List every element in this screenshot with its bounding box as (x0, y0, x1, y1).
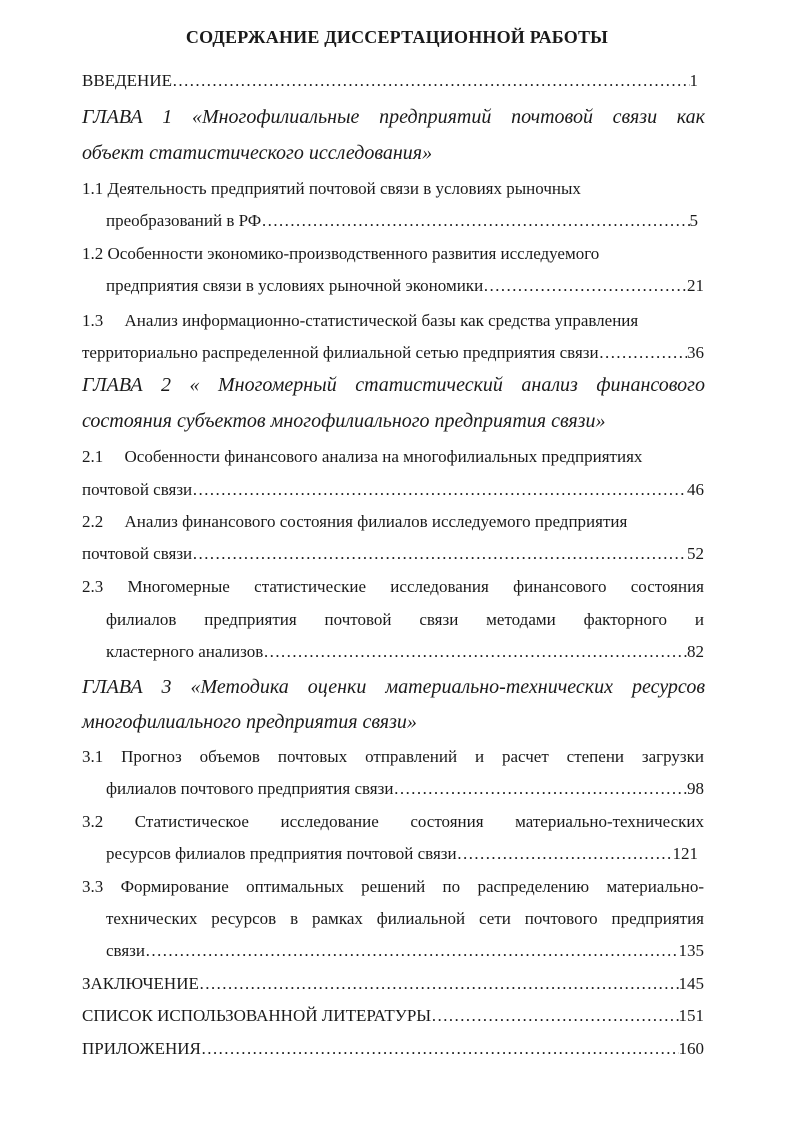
chapter-2-heading-line-2[interactable]: состояния субъектов многофилиального предприятия связи» (82, 410, 606, 432)
toc-dot-leader (457, 843, 673, 865)
toc-entry-2-3[interactable] (106, 641, 704, 663)
toc-entry-3-3-line-1[interactable]: 3.3 Формирование оптимальных решений по распределению материально- (82, 877, 704, 896)
toc-page-number: 82 (687, 642, 704, 661)
toc-entry-label: территориально распределенной филиальной сетью предприятия связи (82, 343, 599, 362)
toc-entry-label: СПИСОК ИСПОЛЬЗОВАННОЙ ЛИТЕРАТУРЫ (82, 1006, 432, 1025)
toc-dot-leader (145, 940, 679, 962)
toc-entry-appendix[interactable] (82, 1038, 704, 1060)
toc-entry-2-1-line-1[interactable]: 2.1 Особенности финансового анализа на многофилиальных предприятиях (82, 447, 643, 466)
toc-entry-3-3-line-2[interactable]: технических ресурсов в рамках филиальной сети почтового предприятия (106, 909, 704, 928)
toc-page-number: 145 (678, 974, 704, 993)
chapter-3-heading-line-1[interactable]: ГЛАВА 3 «Методика оценки материально-технических ресурсов (82, 676, 705, 698)
toc-page-number: 36 (687, 343, 704, 362)
toc-dot-leader (393, 778, 687, 800)
toc-entry-2-3-line-2[interactable]: филиалов предприятия почтовой связи методами факторного и (106, 610, 704, 629)
toc-page-number: 98 (687, 779, 704, 798)
toc-dot-leader (172, 70, 690, 92)
toc-page-number: 46 (687, 480, 704, 499)
toc-entry-3-1[interactable] (106, 778, 704, 800)
toc-entry-1-1[interactable] (106, 210, 698, 232)
toc-page-number: 5 (689, 211, 698, 230)
toc-entry-1-1-line-1[interactable]: 1.1 Деятельность предприятий почтовой связи в условиях рыночных (82, 179, 581, 198)
toc-entry-1-3-line-1[interactable]: 1.3 Анализ информационно-статистической базы как средства управления (82, 311, 639, 330)
chapter-1-heading-line-2[interactable]: объект статистического исследования» (82, 142, 433, 164)
toc-entry-3-3[interactable] (106, 940, 704, 962)
toc-entry-conclusion[interactable] (82, 973, 704, 995)
toc-entry-label: почтовой связи (82, 480, 193, 499)
toc-dot-leader (261, 210, 689, 232)
toc-entry-1-2-line-1[interactable]: 1.2 Особенности экономико-производственного развития исследуемого (82, 244, 600, 263)
toc-entry-label: предприятия связи в условиях рыночной экономики (106, 276, 484, 295)
toc-dot-leader (431, 1005, 678, 1027)
toc-dot-leader (192, 479, 687, 501)
toc-page-number: 135 (678, 941, 704, 960)
toc-dot-leader (599, 342, 687, 364)
toc-entry-2-3-line-1[interactable]: 2.3 Многомерные статистические исследования финансового состояния (82, 577, 704, 596)
toc-page-number: 1 (689, 71, 698, 90)
toc-entry-label: филиалов почтового предприятия связи (106, 779, 394, 798)
toc-dot-leader (199, 973, 679, 995)
toc-entry-2-2-line-1[interactable]: 2.2 Анализ финансового состояния филиалов исследуемого предприятия (82, 512, 628, 531)
toc-entry-3-2-line-1[interactable]: 3.2 Статистическое исследование состояния материально-технических (82, 812, 704, 831)
toc-entry-label: ЗАКЛЮЧЕНИЕ (82, 974, 199, 993)
toc-dot-leader (201, 1038, 679, 1060)
chapter-2-heading-line-1[interactable]: ГЛАВА 2 « Многомерный статистический анализ финансового (82, 374, 705, 396)
chapter-3-heading-line-2[interactable]: многофилиального предприятия связи» (82, 711, 417, 733)
toc-entry-label: ПРИЛОЖЕНИЯ (82, 1039, 201, 1058)
toc-page-number: 52 (687, 544, 704, 563)
toc-page-number: 151 (678, 1006, 704, 1025)
toc-entry-introduction[interactable] (82, 70, 698, 92)
toc-entry-references[interactable] (82, 1005, 704, 1027)
chapter-1-heading-line-1[interactable]: ГЛАВА 1 «Многофилиальные предприятий почтовой связи как (82, 106, 705, 128)
toc-entry-label: связи (106, 941, 145, 960)
toc-entry-1-3[interactable] (82, 342, 704, 364)
toc-entry-label: ресурсов филиалов предприятия почтовой связи (106, 844, 457, 863)
toc-entry-2-1[interactable] (82, 479, 704, 501)
toc-entry-label: кластерного анализов (106, 642, 264, 661)
toc-entry-1-2[interactable] (106, 275, 704, 297)
toc-dot-leader (192, 543, 687, 565)
toc-entry-label: ВВЕДЕНИЕ (82, 71, 172, 90)
toc-dot-leader (483, 275, 687, 297)
toc-entry-label: преобразований в РФ (106, 211, 262, 230)
toc-entry-3-1-line-1[interactable]: 3.1 Прогноз объемов почтовых отправлений и расчет степени загрузки (82, 747, 704, 766)
toc-page-number: 121 (672, 844, 698, 863)
toc-page-number: 160 (678, 1039, 704, 1058)
toc-dot-leader (263, 641, 687, 663)
page-title: СОДЕРЖАНИЕ ДИССЕРТАЦИОННОЙ РАБОТЫ (185, 27, 609, 47)
toc-entry-label: почтовой связи (82, 544, 193, 563)
toc-page-number: 21 (687, 276, 704, 295)
toc-entry-3-2[interactable] (106, 843, 698, 865)
toc-entry-2-2[interactable] (82, 543, 704, 565)
